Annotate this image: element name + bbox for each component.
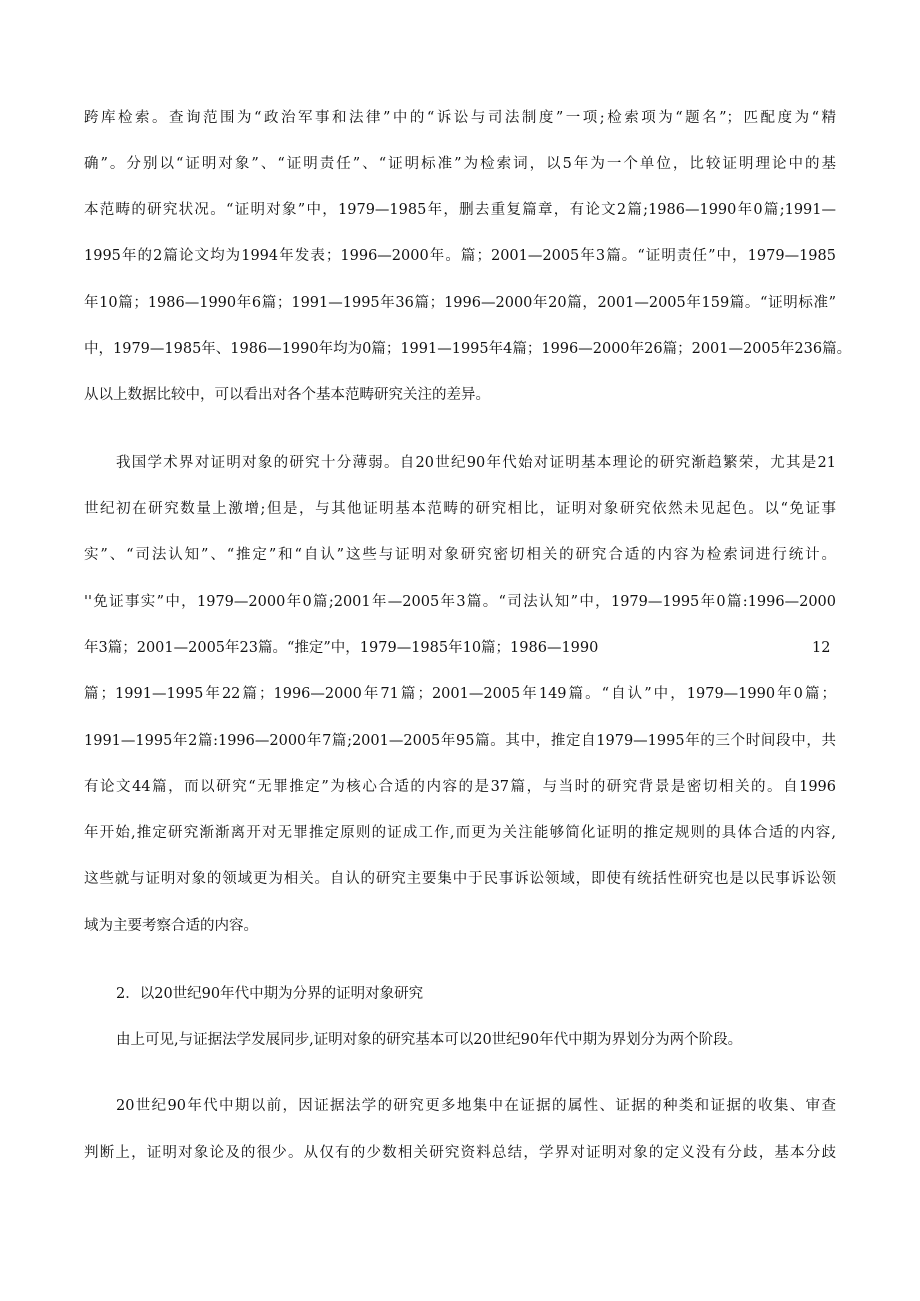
paragraph-1-line-6: 中，1979—1985年、1986—1990年均为0篇；1991—1995年4篇；1996—2000年26篇；2001—2005年236篇。 (84, 341, 852, 357)
paragraph-4-line-1: 20世纪90年代中期以前，因证据法学的研究更多地集中在证据的属性、证据的种类和证据的收集、审查 (116, 1098, 836, 1114)
paragraph-2-line-6: 篇；1991—1995年22篇；1996—2000年71篇；2001—2005年149篇。“自认”中，1979—1990年0篇； (84, 686, 836, 702)
paragraph-1-line-5: 年10篇；1986—1990年6篇；1991—1995年36篇；1996—2000年20篇，2001—2005年159篇。“证明标准” (84, 295, 836, 311)
paragraph-2-line-11: 域为主要考察合适的内容。 (84, 918, 258, 934)
paragraph-1-line-7: 从以上数据比较中，可以看出对各个基本范畴研究关注的差异。 (84, 387, 490, 403)
paragraph-2-line-4: ''免证事实”中，1979—2000年0篇;2001年—2005年3篇。“司法认知”中，1979—1995年0篇:1996—2000 (84, 594, 836, 610)
paragraph-1-line-4: 1995年的2篇论文均为1994年发表；1996—2000年。篇；2001—2005年3篇。“证明责任”中，1979—1985 (84, 248, 836, 264)
paragraph-3-line-1: 由上可见,与证据法学发展同步,证明对象的研究基本可以20世纪90年代中期为界划分为两个阶段。 (116, 1032, 743, 1048)
paragraph-2-line-10: 这些就与证明对象的领域更为相关。自认的研究主要集中于民事诉讼领域，即使有统括性研究也是以民事诉讼领 (84, 871, 836, 887)
paragraph-1-line-3: 本范畴的研究状况。“证明对象”中，1979—1985年，删去重复篇章，有论文2篇;1986—1990年0篇;1991— (84, 202, 836, 218)
paragraph-2-line-7: 1991—1995年2篇:1996—2000年7篇;2001—2005年95篇。其中，推定自1979—1995年的三个时间段中，共 (84, 733, 836, 749)
paragraph-2-line-2: 世纪初在研究数量上激增;但是，与其他证明基本范畴的研究相比，证明对象研究依然未见起色。以“免证事 (84, 501, 836, 517)
section-heading: 2．以20世纪90年代中期为分界的证明对象研究 (116, 986, 424, 1002)
paragraph-2-line-1: 我国学术界对证明对象的研究十分薄弱。自20世纪90年代始对证明基本理论的研究渐趋繁荣，尤其是21 (116, 455, 836, 471)
paragraph-2-line-8: 有论文44篇，而以研究“无罪推定”为核心合适的内容的是37篇，与当时的研究背景是密切相关的。自1996 (84, 779, 836, 795)
paragraph-2-line-9: 年开始,推定研究渐渐离开对无罪推定原则的证成工作,而更为关注能够简化证明的推定规则的具体合适的内容, (84, 825, 836, 841)
paragraph-1-line-2: 确”。分别以“证明对象”、“证明责任”、“证明标准”为检索词，以5年为一个单位，比较证明理论中的基 (84, 156, 836, 172)
paragraph-1-line-1: 跨库检索。查询范围为“政治军事和法律”中的“诉讼与司法制度”一项;检索项为“题名”；匹配度为“精 (84, 110, 836, 126)
paragraph-2-line-3: 实”、“司法认知”、“推定”和“自认”这些与证明对象研究密切相关的研究合适的内容为检索词进行统计。 (84, 547, 836, 563)
paragraph-2-line-5: 年3篇；2001—2005年23篇。“推定”中，1979—1985年10篇；1986—1990 (84, 640, 599, 656)
page-number: 12 (812, 640, 831, 656)
paragraph-4-line-2: 判断上，证明对象论及的很少。从仅有的少数相关研究资料总结，学界对证明对象的定义没有分歧，基本分歧 (84, 1145, 836, 1161)
